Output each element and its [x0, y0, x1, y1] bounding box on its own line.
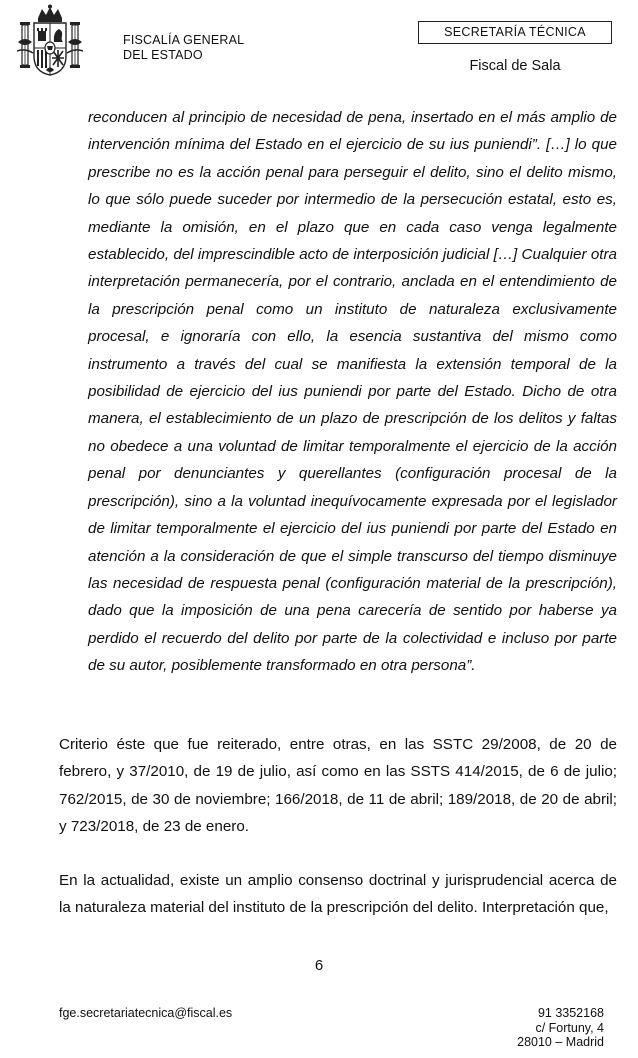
paragraph-criterio: [59, 731, 617, 841]
organization-name: [123, 33, 244, 63]
department-subtitle: Fiscal de Sala: [469, 58, 561, 74]
org-line-2: DEL ESTADO: [123, 48, 203, 62]
quote-text: reconducen al principio de necesidad de pena, insertado en el más amplio de intervención mínima del Estado en el ejercicio de su ius puniendi”. […] lo que prescribe no es la acción penal para perseguir el delito, sino el delito mismo, lo que sólo puede suceder por intermedio de la persecución estatal, esto es, mediante la omisión, en el plazo que en cada caso venga legalmente establecido, del imprescindible acto de interposición judicial […] Cualquier otra interpretación permanecería, por el contrario, anclada en el entendimiento de la prescripción penal como un instituto de naturaleza exclusivamente procesal, e ignoraría con ello, la esencia sustantiva del mismo como instrumento a través del cual se manifiesta la extensión temporal de la posibilidad de ejercicio del ius puniendi por parte del Estado. Dicho de otra manera, el establecimiento de un plazo de prescripción de los delitos y faltas no obedece a una voluntad de limitar temporalmente el ejercicio de la acción penal por denunciantes y querellantes (configuración procesal de la prescripción), sino a la voluntad inequívocamente expresada por el legislador de limitar temporalmente el ejercicio del ius puniendi por parte del Estado en atención a la consideración de que el simple transcurso del tiempo disminuye las necesidad de respuesta penal (configuración material de la prescripción), dado que la imposición de una pena carecería de sentido por haberse ya perdido el recuerdo del delito por parte de la colectividad e incluso por parte de su autor, posiblemente transformado en otra persona”.: [88, 109, 617, 675]
paragraph-text: En la actualidad, existe un amplio consenso doctrinal y jurisprudencial acerca de la naturaleza material del instituto de la prescripción del delito. Interpretación que,: [59, 872, 617, 917]
org-line-1: FISCALÍA GENERAL: [123, 33, 245, 47]
department-box: SECRETARÍA TÉCNICA: [418, 21, 612, 44]
footer-street: c/ Fortuny, 4: [535, 1020, 604, 1035]
quoted-passage: [88, 104, 617, 680]
coat-of-arms-icon: [17, 4, 83, 78]
page-number: 6: [314, 957, 324, 974]
paragraph-actualidad: [59, 867, 617, 922]
footer-phone: 91 3352168: [537, 1006, 604, 1020]
footer-address: [517, 1006, 604, 1050]
footer-city: 28010 – Madrid: [517, 1035, 604, 1049]
paragraph-text: Criterio éste que fue reiterado, entre otras, en las SSTC 29/2008, de 20 de febrero, y 37/2010, de 19 de julio, así como en las SSTS 414/2015, de 6 de julio; 762/2015, de 30 de noviembre; 166/2018, de 11 de abril; 189/2018, de 20 de abril; y 723/2018, de 23 de enero.: [59, 736, 617, 836]
footer-email: fge.secretariatecnica@fiscal.es: [59, 1006, 233, 1020]
